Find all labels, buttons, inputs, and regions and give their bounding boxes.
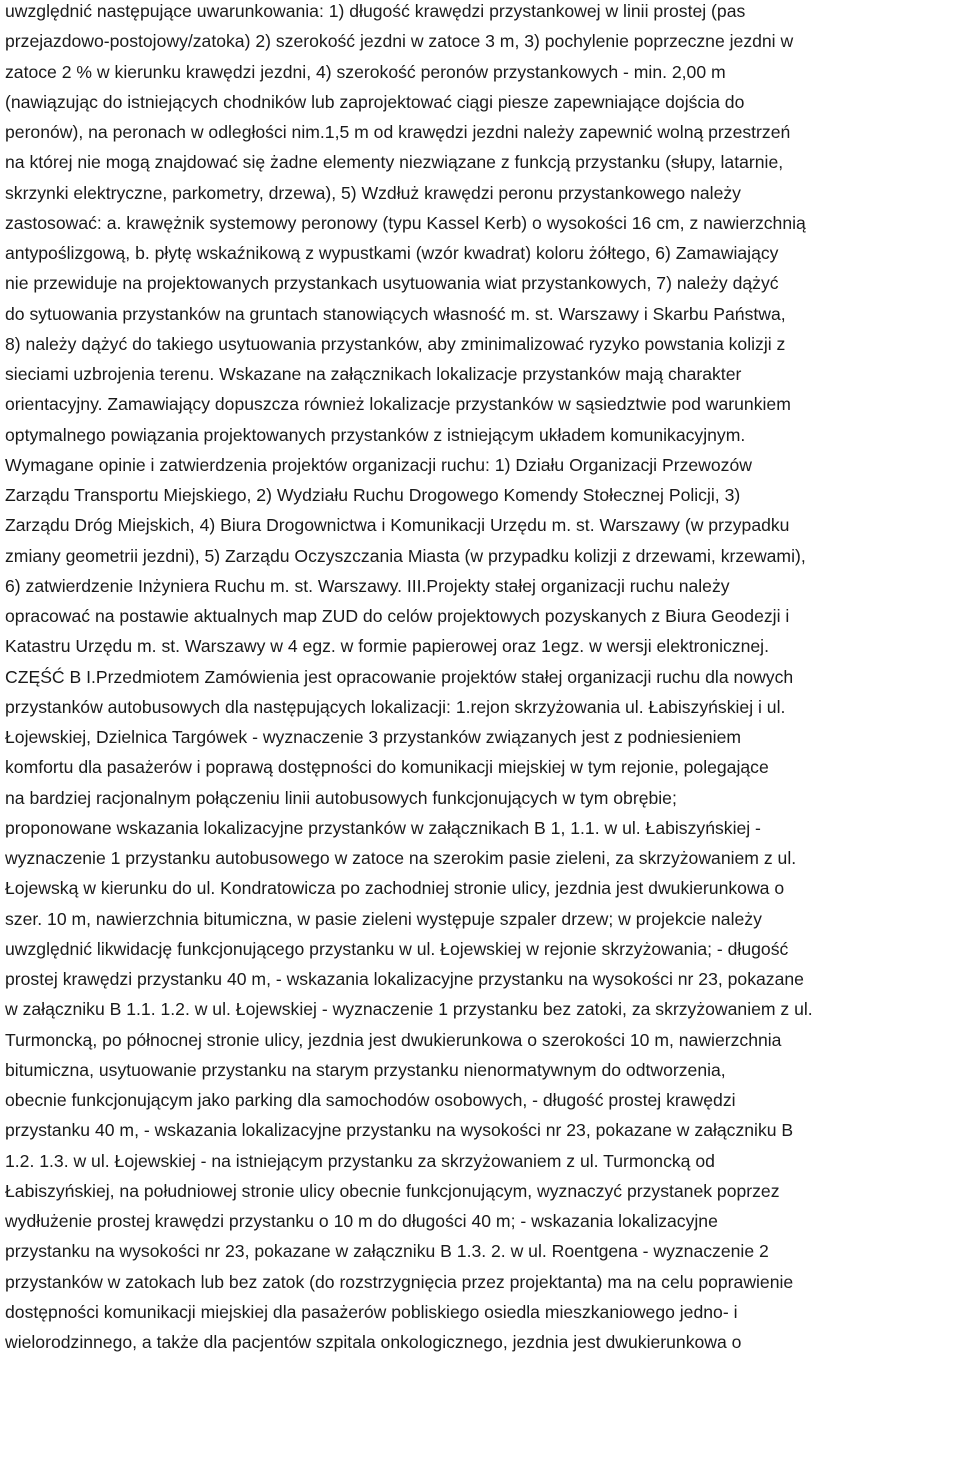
text-line: zmiany geometrii jezdni), 5) Zarządu Oczyszczania Miasta (w przypadku kolizji z drzewami, krzewami),	[5, 545, 806, 566]
text-line: przystanków w zatokach lub bez zatok (do rozstrzygnięcia przez projektanta) ma na celu poprawienie	[5, 1271, 794, 1292]
text-line: sieciami uzbrojenia terenu. Wskazane na załącznikach lokalizacje przystanków mają charakter	[5, 364, 742, 384]
text-line: na bardziej racjonalnym połączeniu linii autobusowych funkcjonujących w tym obrębie;	[5, 787, 677, 808]
text-line: Katastru Urzędu m. st. Warszawy w 4 egz. w formie papierowej oraz 1egz. w wersji elektronicznej.	[5, 636, 769, 657]
text-line: optymalnego powiązania projektowanych przystanków z istniejącym układem komunikacyjnym.	[5, 424, 746, 445]
text-line: skrzynki elektryczne, parkometry, drzewa), 5) Wzdłuż krawędzi peronu przystankowego należy	[5, 182, 741, 203]
text-line: zatoce 2 % w kierunku krawędzi jezdni, 4) szerokość peronów przystankowych - min. 2,00 m	[5, 61, 726, 82]
text-line: przejazdowo-postojowy/zatoka) 2) szerokość jezdni w zatoce 3 m, 3) pochylenie poprzeczne jezdni w	[5, 31, 794, 52]
text-line: wydłużenie prostej krawędzi przystanku o 10 m do długości 40 m; - wskazania lokalizacyjne	[5, 1211, 718, 1231]
text-line: do sytuowania przystanków na gruntach stanowiących własność m. st. Warszawy i Skarbu Państwa,	[5, 303, 786, 324]
text-line: komfortu dla pasażerów i poprawą dostępności do komunikacji miejskiej w tym rejonie, polegające	[5, 757, 769, 778]
text-line: peronów), na peronach w odległości nim.1,5 m od krawędzi jezdni należy zapewnić wolną przestrzeń	[5, 122, 791, 142]
text-line: antypoślizgową, b. płytę wskaźnikową z wypustkami (wzór kwadrat) koloru żółtego, 6) Zamawiający	[5, 243, 779, 263]
text-line: Łojewskiej, Dzielnica Targówek - wyznaczenie 3 przystanków związanych jest z podniesieniem	[5, 727, 742, 747]
text-line: opracować na postawie aktualnych map ZUD do celów projektowych pozyskanych z Biura Geodezji i	[5, 606, 790, 626]
text-line: Zarządu Transportu Miejskiego, 2) Wydziału Ruchu Drogowego Komendy Stołecznej Policji, 3)	[5, 485, 741, 505]
text-line: 8) należy dążyć do takiego usytuowania przystanków, aby zminimalizować ryzyko powstania kolizji z	[5, 333, 786, 354]
text-line: przystanku na wysokości nr 23, pokazane w załączniku B 1.3. 2. w ul. Roentgena - wyznaczenie 2	[5, 1241, 769, 1262]
text-line: (nawiązując do istniejących chodników lub zaprojektować ciągi piesze zapewniające dojścia do	[5, 91, 745, 112]
text-line: Wymagane opinie i zatwierdzenia projektów organizacji ruchu: 1) Działu Organizacji Przewozów	[5, 454, 752, 475]
text-line: Turmoncką, po północnej stronie ulicy, jezdnia jest dwukierunkowa o szerokości 10 m, nawierzchnia	[5, 1029, 782, 1050]
text-line: bitumiczna, usytuowanie przystanku na starym przystanku nienormatywnym do odtworzenia,	[5, 1059, 726, 1080]
text-line: orientacyjny. Zamawiający dopuszcza również lokalizacje przystanków w sąsiedztwie pod warunkiem	[5, 394, 791, 415]
text-line: Łojewską w kierunku do ul. Kondratowicza po zachodniej stronie ulicy, jezdnia jest dwukierunkowa o	[5, 878, 785, 899]
text-line: uwzględnić następujące uwarunkowania: 1) długość krawędzi przystankowej w linii prostej (pas	[5, 1, 746, 21]
text-line: przystanku 40 m, - wskazania lokalizacyjne przystanku na wysokości nr 23, pokazane w załączniku B	[5, 1120, 794, 1141]
document-text	[5, 0, 956, 1357]
text-line: 6) zatwierdzenie Inżyniera Ruchu m. st. Warszawy. III.Projekty stałej organizacji ruchu należy	[5, 575, 730, 596]
text-line: prostej krawędzi przystanku 40 m, - wskazania lokalizacyjne przystanku na wysokości nr 23, pokazane	[5, 969, 804, 989]
text-line: proponowane wskazania lokalizacyjne przystanków w załącznikach B 1, 1.1. w ul. Łabiszyńskiej -	[5, 817, 761, 838]
text-line: CZĘŚĆ B I.Przedmiotem Zamówienia jest opracowanie projektów stałej organizacji ruchu dla nowych	[5, 666, 794, 687]
text-line: 1.2. 1.3. w ul. Łojewskiej - na istniejącym przystanku za skrzyżowaniem z ul. Turmoncką od	[5, 1150, 715, 1171]
text-line: przystanków autobusowych dla następujących lokalizacji: 1.rejon skrzyżowania ul. Łabiszyńskiej i ul.	[5, 696, 786, 717]
text-line: szer. 10 m, nawierzchnia bitumiczna, w pasie zieleni występuje szpaler drzew; w projekcie należy	[5, 908, 762, 929]
text-line: nie przewiduje na projektowanych przystankach usytuowania wiat przystankowych, 7) należy dążyć	[5, 273, 779, 294]
text-line: uwzględnić likwidację funkcjonującego przystanku w ul. Łojewskiej w rejonie skrzyżowania; - długość	[5, 938, 789, 959]
text-line: wielorodzinnego, a także dla pacjentów szpitala onkologicznego, jezdnia jest dwukierunkowa o	[5, 1332, 742, 1352]
text-line: Łabiszyńskiej, na południowej stronie ulicy obecnie funkcjonującym, wyznaczyć przystanek poprzez	[5, 1180, 780, 1201]
text-line: na której nie mogą znajdować się żadne elementy niezwiązane z funkcją przystanku (słupy, latarnie,	[5, 152, 784, 173]
text-line: dostępności komunikacji miejskiej dla pasażerów pobliskiego osiedla mieszkaniowego jedno- i	[5, 1301, 738, 1322]
text-line: zastosować: a. krawężnik systemowy peronowy (typu Kassel Kerb) o wysokości 16 cm, z nawierzchnią	[5, 212, 806, 233]
text-line: w załączniku B 1.1. 1.2. w ul. Łojewskiej - wyznaczenie 1 przystanku bez zatoki, za skrzyżowaniem z ul.	[5, 999, 813, 1020]
text-line: obecnie funkcjonującym jako parking dla samochodów osobowych, - długość prostej krawędzi	[5, 1090, 736, 1110]
text-line: wyznaczenie 1 przystanku autobusowego w zatoce na szerokim pasie zieleni, za skrzyżowaniem z ul.	[5, 848, 797, 868]
text-line: Zarządu Dróg Miejskich, 4) Biura Drogownictwa i Komunikacji Urzędu m. st. Warszawy (w przypadku	[5, 515, 790, 536]
